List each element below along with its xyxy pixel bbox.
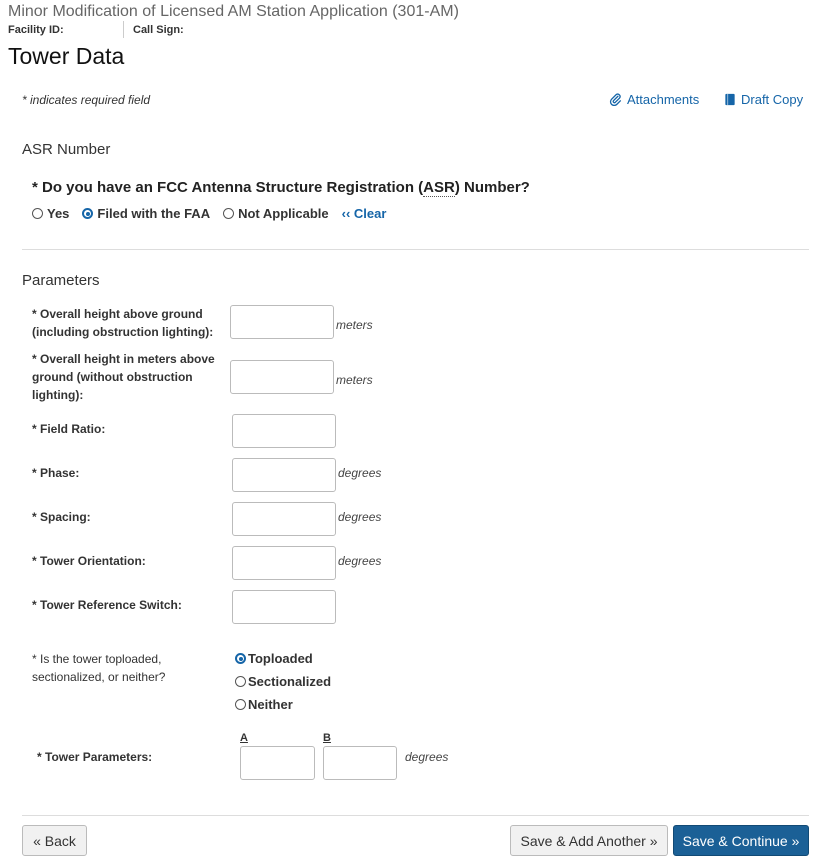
phase-input[interactable] — [232, 458, 336, 492]
tower-orientation-unit: degrees — [338, 554, 382, 568]
phase-label: * Phase: — [32, 466, 80, 480]
asr-radio-group — [32, 206, 386, 221]
tower-param-b-input[interactable] — [323, 746, 397, 780]
parameters-section-title: Parameters — [22, 272, 100, 289]
height-without-lighting-unit: meters — [336, 373, 373, 387]
asr-option-filed-faa-label: Filed with the FAA — [97, 206, 211, 221]
tower-type-neither-label: Neither — [248, 697, 293, 712]
tower-type-sectionalized-label: Sectionalized — [248, 674, 332, 689]
tower-parameters-label: * Tower Parameters: — [37, 750, 153, 764]
section-divider — [22, 249, 809, 250]
app-title: Minor Modification of Licensed AM Station Application (301-AM) — [8, 3, 459, 20]
tower-type-radio-toploaded[interactable] — [235, 653, 246, 664]
asr-radio-not-applicable[interactable] — [223, 208, 234, 219]
save-add-another-button[interactable]: Save & Add Another » — [510, 825, 668, 856]
asr-question — [32, 179, 530, 196]
footer-divider — [22, 815, 809, 816]
draft-copy-link[interactable] — [724, 92, 803, 107]
tower-type-option-neither[interactable] — [235, 697, 293, 712]
height-with-lighting-label: * Overall height above ground (including obstruction lighting): — [32, 307, 214, 339]
tower-reference-switch-input[interactable] — [232, 590, 336, 624]
asr-abbr: ASR — [423, 179, 455, 196]
tower-orientation-label: * Tower Orientation: — [32, 554, 146, 568]
asr-question-suffix: ) Number? — [454, 179, 530, 196]
page-title: Tower Data — [8, 43, 125, 69]
draft-copy-label: Draft Copy — [741, 92, 804, 107]
tower-param-col-a: A — [240, 732, 248, 744]
spacing-label: * Spacing: — [32, 510, 91, 524]
height-without-lighting-input[interactable] — [230, 360, 334, 394]
header-divider — [123, 21, 124, 38]
asr-radio-filed-faa[interactable] — [82, 208, 93, 219]
paperclip-icon — [609, 93, 622, 106]
call-sign-label: Call Sign: — [133, 24, 184, 36]
tower-param-unit: degrees — [405, 750, 449, 764]
save-continue-button[interactable]: Save & Continue » — [673, 825, 809, 856]
tower-orientation-input[interactable] — [232, 546, 336, 580]
height-without-lighting-label: * Overall height in meters above ground (without obstruction lighting): — [32, 352, 215, 402]
asr-option-not-applicable-label: Not Applicable — [238, 206, 329, 221]
asr-radio-yes[interactable] — [32, 208, 43, 219]
spacing-input[interactable] — [232, 502, 336, 536]
asr-option-filed-faa[interactable] — [82, 206, 210, 221]
tower-type-toploaded-label: Toploaded — [248, 651, 313, 666]
asr-option-yes[interactable] — [32, 206, 69, 221]
tower-type-option-toploaded[interactable] — [235, 651, 313, 666]
tower-type-radio-neither[interactable] — [235, 699, 246, 710]
field-ratio-label: * Field Ratio: — [32, 422, 106, 436]
asr-clear-link[interactable]: ‹‹ Clear — [341, 206, 387, 221]
tower-type-option-sectionalized[interactable] — [235, 674, 331, 689]
tower-reference-switch-label: * Tower Reference Switch: — [32, 598, 182, 612]
tower-type-radio-sectionalized[interactable] — [235, 676, 246, 687]
asr-option-yes-label: Yes — [47, 206, 70, 221]
tower-param-a-input[interactable] — [240, 746, 315, 780]
tower-type-label: * Is the tower toploaded, sectionalized, or neither? — [32, 652, 166, 684]
attachments-label: Attachments — [627, 92, 700, 107]
asr-option-not-applicable[interactable] — [223, 206, 329, 221]
back-button[interactable]: « Back — [22, 825, 87, 856]
facility-id-label: Facility ID: — [8, 24, 64, 36]
attachments-link[interactable] — [609, 92, 699, 107]
field-ratio-input[interactable] — [232, 414, 336, 448]
height-with-lighting-input[interactable] — [230, 305, 334, 339]
book-icon — [724, 93, 736, 106]
required-field-note: * indicates required field — [22, 93, 151, 107]
tower-param-col-b: B — [323, 732, 331, 744]
height-with-lighting-unit: meters — [336, 318, 373, 332]
asr-question-prefix: * Do you have an FCC Antenna Structure Registration ( — [32, 179, 424, 196]
spacing-unit: degrees — [338, 510, 382, 524]
phase-unit: degrees — [338, 466, 382, 480]
asr-section-title: ASR Number — [22, 141, 111, 158]
